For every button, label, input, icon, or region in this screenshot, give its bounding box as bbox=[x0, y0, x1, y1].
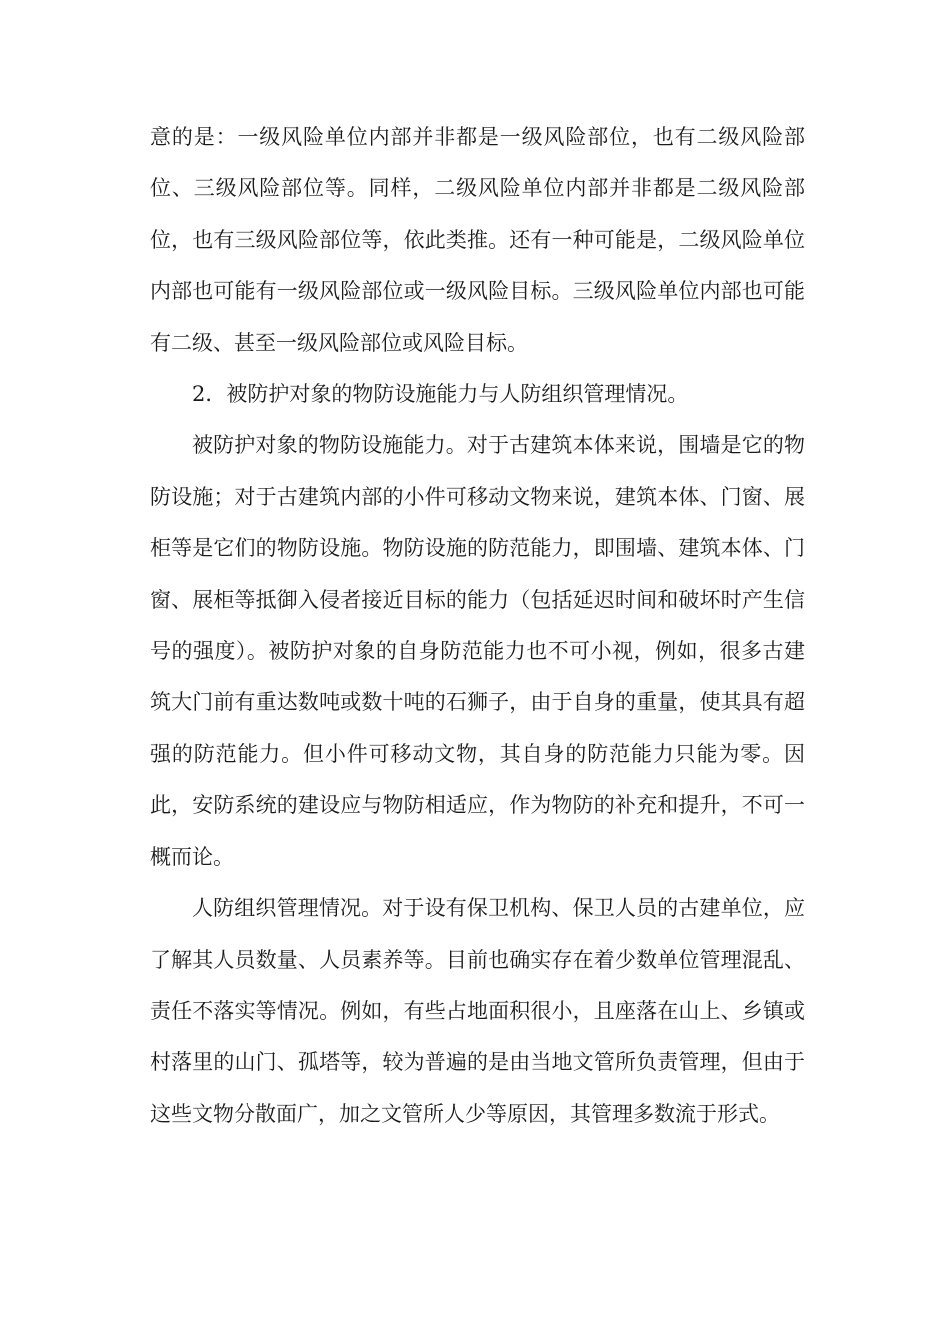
paragraph-continuation: 意的是：一级风险单位内部并非都是一级风险部位，也有二级风险部位、三级风险部位等。同样，二级风险单位内部并非都是二级风险部位，也有三级风险部位等，依此类推。还有一种可能是，二级风险单位内部也可能有一级风险部位或一级风险目标。三级风险单位内部也可能有二级、甚至一级风险部位或风险目标。 bbox=[150, 125, 805, 355]
paragraph-personnel-management: 人防组织管理情况。对于设有保卫机构、保卫人员的古建单位，应了解其人员数量、人员素养等。目前也确实存在着少数单位管理混乱、责任不落实等情况。例如，有些占地面积很小，且座落在山上、乡镇或村落里的山门、孤塔等，较为普遍的是由当地文管所负责管理，但由于这些文物分散面广，加之文管所人少等原因，其管理多数流于形式。 bbox=[150, 896, 805, 1126]
document-body bbox=[150, 112, 805, 1140]
section-heading: 2．被防护对象的物防设施能力与人防组织管理情况。 bbox=[192, 382, 689, 407]
paragraph-physical-protection: 被防护对象的物防设施能力。对于古建筑本体来说，围墙是它的物防设施；对于古建筑内部的小件可移动文物来说，建筑本体、门窗、展柜等是它们的物防设施。物防设施的防范能力，即围墙、建筑本体、门窗、展柜等抵御入侵者接近目标的能力（包括延迟时间和破坏时产生信号的强度）。被防护对象的自身防范能力也不可小视，例如，很多古建筑大门前有重达数吨或数十吨的石狮子，由于自身的重量，使其具有超强的防范能力。但小件可移动文物，其自身的防范能力只能为零。因此，安防系统的建设应与物防相适应，作为物防的补充和提升，不可一概而论。 bbox=[150, 433, 805, 869]
